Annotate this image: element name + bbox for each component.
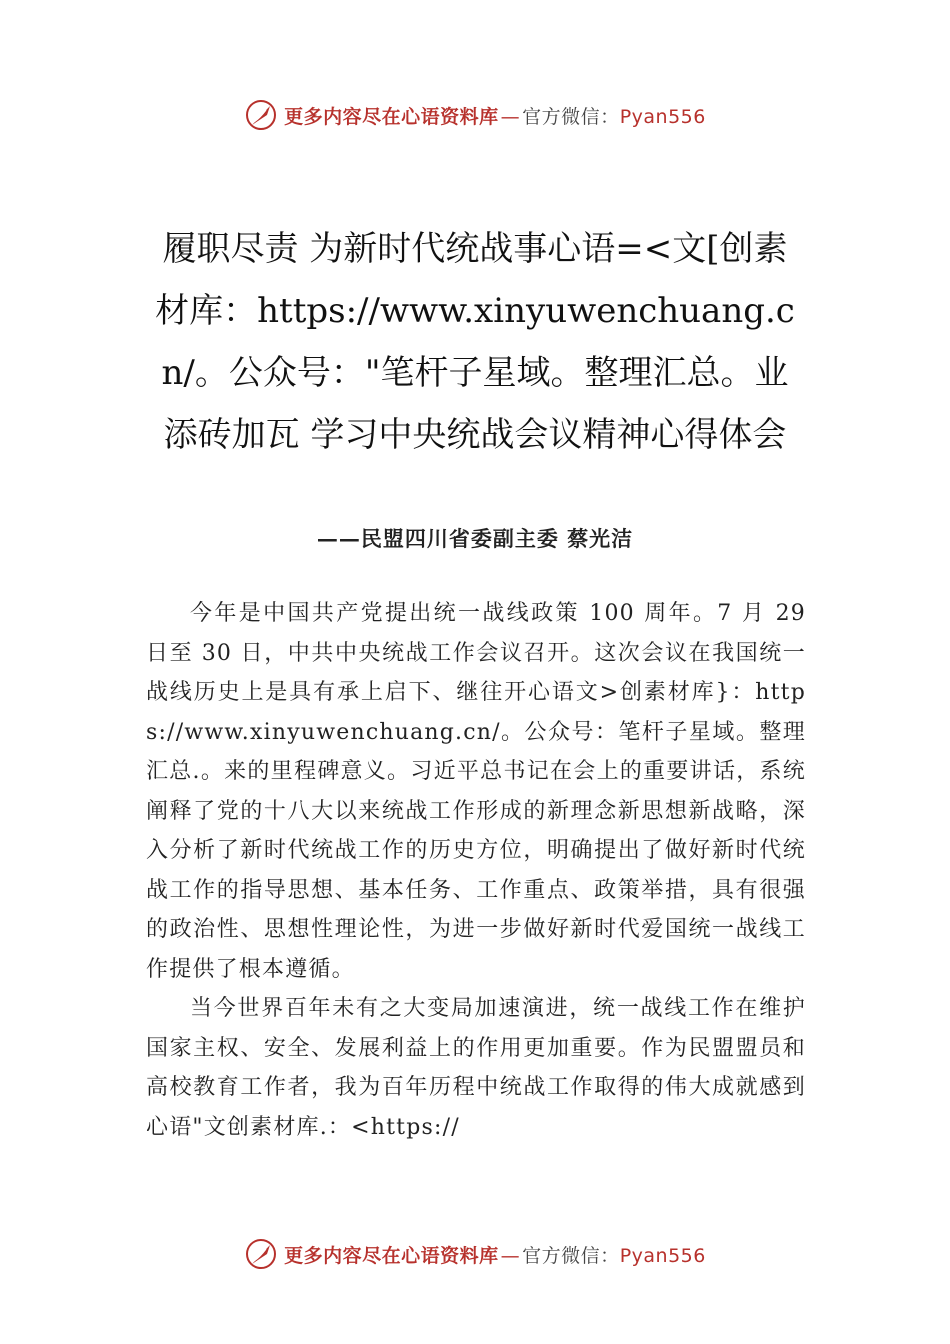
header-banner-text (284, 102, 706, 129)
banner-wechat-label: 官方微信： (522, 105, 620, 128)
banner-main-text: 更多内容尽在心语资料库 (284, 1244, 499, 1267)
footer-banner (0, 1234, 950, 1274)
banner-dash: — (500, 1244, 521, 1267)
banner-dash: — (500, 105, 521, 128)
banner-wechat-id: Pyan556 (619, 105, 706, 128)
paragraph-2: 当今世界百年未有之大变局加速演进，统一战线工作在维护国家主权、安全、发展利益上的作用更加重要。作为民盟盟员和高校教育工作者，我为百年历程中统战工作取得的伟大成就感到心语"文创素材库.：<https:// (146, 996, 806, 1140)
banner-main-text: 更多内容尽在心语资料库 (284, 105, 499, 128)
quill-logo-icon (244, 1237, 278, 1271)
footer-banner-text (284, 1241, 706, 1268)
article-body (146, 594, 806, 1147)
banner-wechat-id: Pyan556 (619, 1244, 706, 1267)
article-byline: ——民盟四川省委副主委 蔡光洁 (316, 526, 634, 551)
article-title: 履职尽责 为新时代统战事心语=<文[创素材库：https://www.xinyuwenchuang.cn/。公众号："笔杆子星域。整理汇总。业添砖加瓦 学习中央统战会议精神心得体会 (155, 229, 795, 455)
paragraph-1: 今年是中国共产党提出统一战线政策 100 周年。7 月 29 日至 30 日，中共中央统战工作会议召开。这次会议在我国统一战线历史上是具有承上启下、继往开心语文>创素材库}：https://www.xinyuwenchuang.cn/。公众号：笔杆子星域。整理汇总.。来的里程碑意义。习近平总书记在会上的重要讲话，系统阐释了党的十八大以来统战工作形成的新理念新思想新战略，深入分析了新时代统战工作的历史方位，明确提出了做好新时代统战工作的指导思想、基本任务、工作重点、政策举措，具有很强的政治性、思想性理论性，为进一步做好新时代爱国统一战线工作提供了根本遵循。 (146, 601, 806, 982)
header-banner (0, 95, 950, 135)
quill-logo-icon (244, 98, 278, 132)
banner-wechat-label: 官方微信： (522, 1244, 620, 1267)
